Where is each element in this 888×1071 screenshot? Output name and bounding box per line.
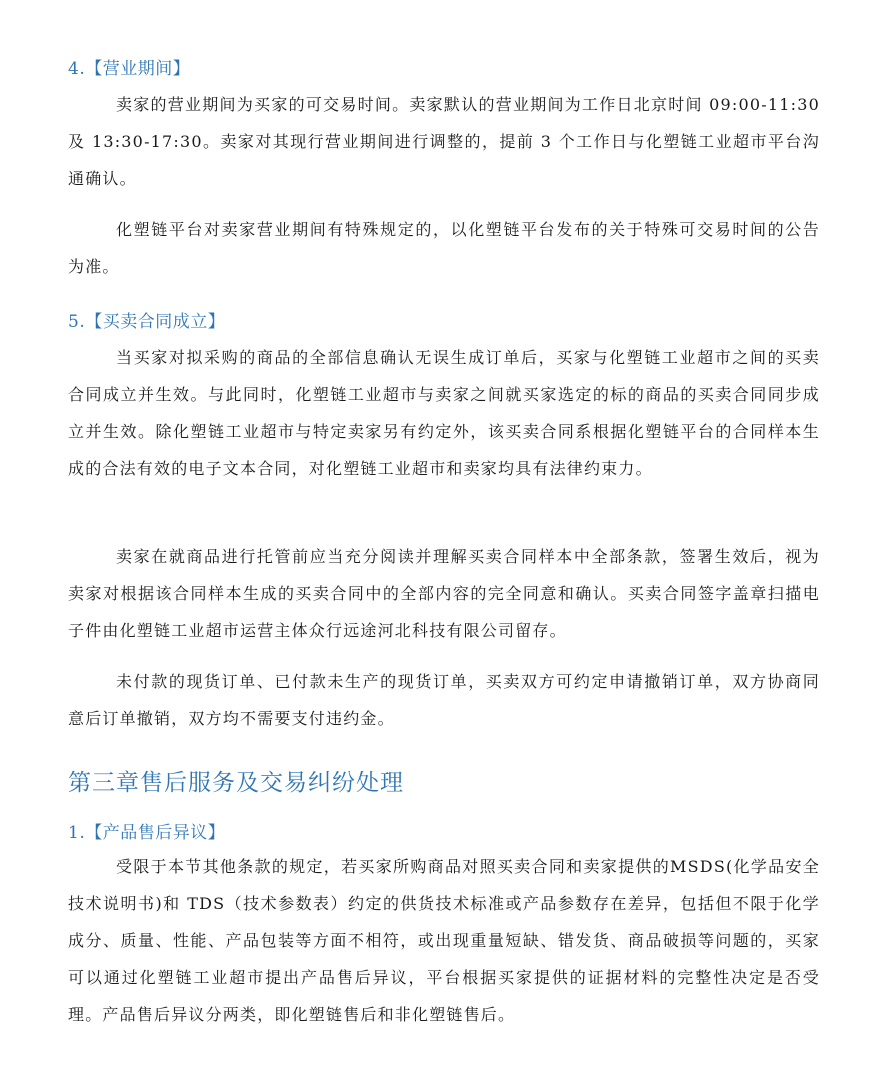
paragraph-after-sales-objection: 受限于本节其他条款的规定，若买家所购商品对照买卖合同和卖家提供的MSDS(化学品安全技术说明书)和 TDS（技术参数表）约定的供货技术标准或产品参数存在差异，包括但不限于化学成分、质量、性能、产品包装等方面不相符，或出现重量短缺、错发货、商品破损等问题的，买家可以通过化塑链工业超市提出产品售后异议，平台根据买家提供的证据材料的完整性决定是否受理。产品售后异议分两类，即化塑链售后和非化塑链售后。 bbox=[68, 857, 820, 1024]
section-heading-contract-formation: 5.【买卖合同成立】 bbox=[68, 312, 226, 332]
paragraph-business-hours-1: 卖家的营业期间为买家的可交易时间。卖家默认的营业期间为工作日北京时间 09:00-11:30 及 13:30-17:30。卖家对其现行营业期间进行调整的，提前 3 个工作日与化塑链工业超市平台沟通确认。 bbox=[68, 95, 820, 188]
paragraph-contract-formation-3: 未付款的现货订单、已付款未生产的现货订单，买卖双方可约定申请撤销订单，双方协商同意后订单撤销，双方均不需要支付违约金。 bbox=[68, 672, 820, 728]
section-heading-business-hours: 4.【营业期间】 bbox=[68, 59, 191, 79]
chapter-title: 第三章售后服务及交易纠纷处理 bbox=[68, 770, 404, 796]
paragraph-contract-formation-1: 当买家对拟采购的商品的全部信息确认无误生成订单后，买家与化塑链工业超市之间的买卖合同成立并生效。与此同时，化塑链工业超市与卖家之间就买家选定的标的商品的买卖合同同步成立并生效。除化塑链工业超市与特定卖家另有约定外，该买卖合同系根据化塑链平台的合同样本生成的合法有效的电子文本合同，对化塑链工业超市和卖家均具有法律约束力。 bbox=[68, 348, 820, 478]
paragraph-contract-formation-2: 卖家在就商品进行托管前应当充分阅读并理解买卖合同样本中全部条款，签署生效后，视为卖家对根据该合同样本生成的买卖合同中的全部内容的完全同意和确认。买卖合同签字盖章扫描电子件由化塑链工业超市运营主体众行远途河北科技有限公司留存。 bbox=[68, 547, 820, 640]
paragraph-business-hours-2: 化塑链平台对卖家营业期间有特殊规定的，以化塑链平台发布的关于特殊可交易时间的公告为准。 bbox=[68, 220, 820, 276]
section-heading-after-sales-objection: 1.【产品售后异议】 bbox=[68, 823, 226, 843]
